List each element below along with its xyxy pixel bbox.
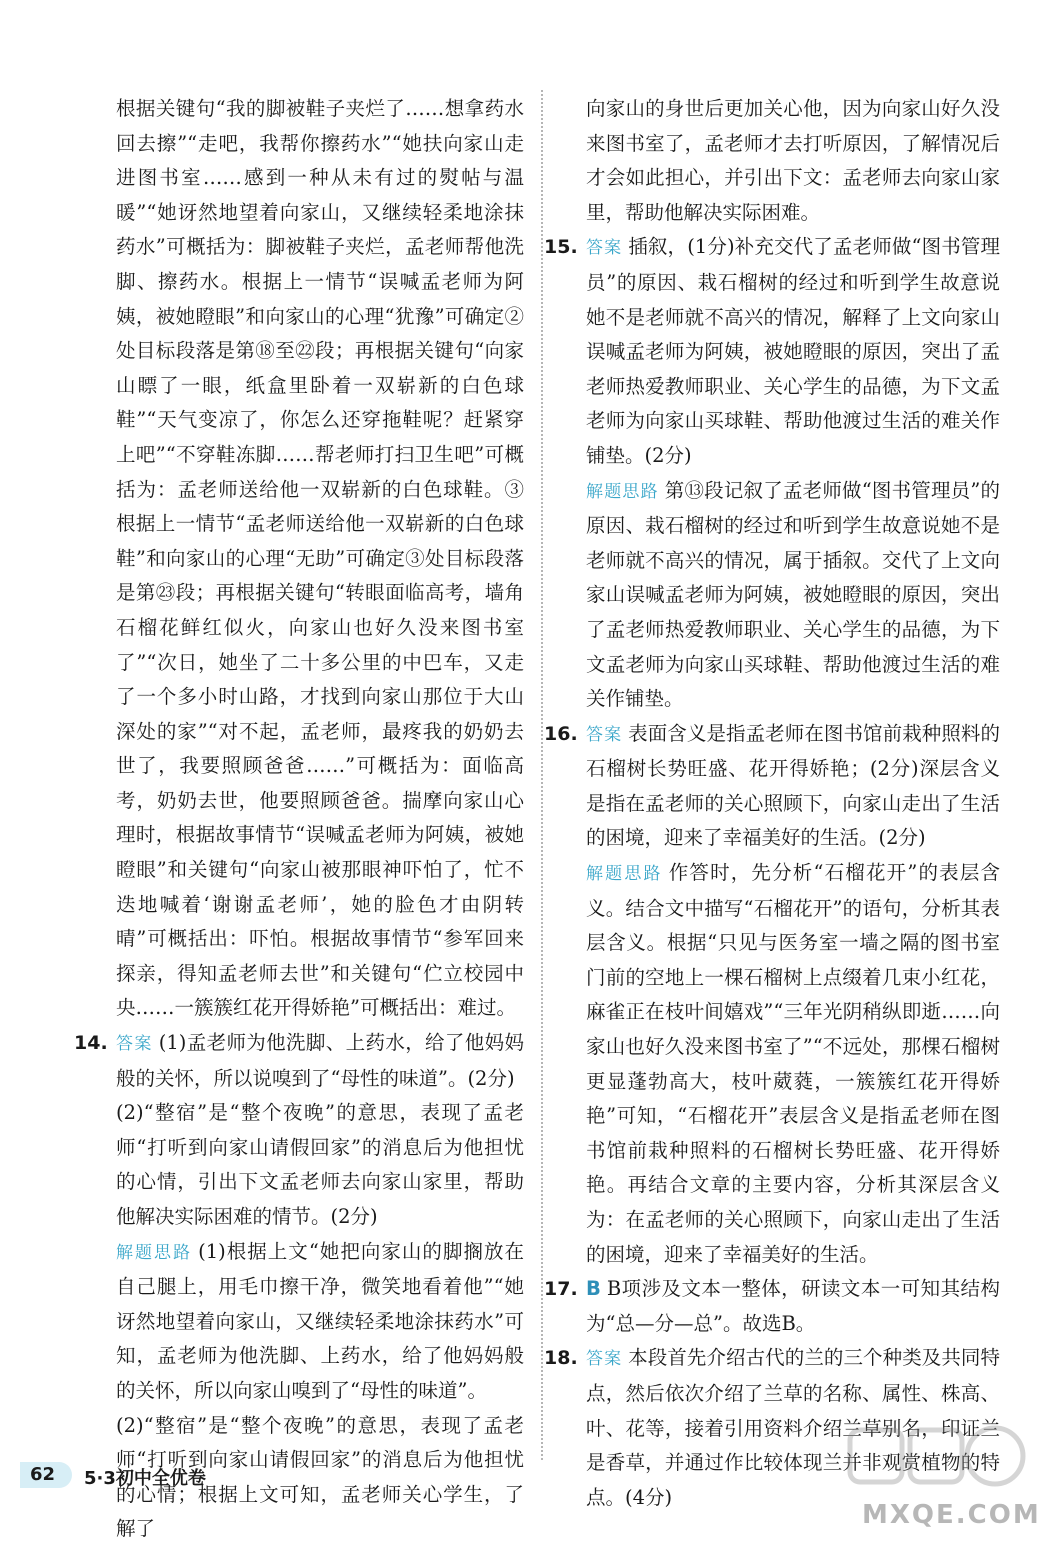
answer-tag: 答案 [586, 238, 623, 259]
left-column [74, 92, 525, 1547]
answer-text-2: (2)“整宿”是“整个夜晚”的意思，表现了孟老师“打听到向家山请假回家”的消息后为他担忧的心情，引出下文孟老师去向家山家里，帮助他解决实际困难的情节。(2分) [116, 1101, 524, 1228]
question-number: 16. [544, 722, 578, 745]
thinking-tag: 解题思路 [586, 864, 663, 885]
answer-text: B项涉及文本一整体，研读文本一可知其结构为“总—分—总”。故选B。 [586, 1277, 1000, 1335]
question-17 [544, 1272, 1000, 1341]
answer-text: 表面含义是指孟老师在图书馆前栽种照料的石榴树长势旺盛、花开得娇艳；(2分)深层含义是指在孟老师的关心照顾下，向家山走出了生活的困境，迎来了幸福美好的生活。(2分) [586, 721, 1000, 850]
right-column [544, 92, 1001, 1515]
thinking-text-2: (2)“整宿”是“整个夜晚”的意思，表现了孟老师“打听到向家山请假回家”的消息后为他担忧的心情；根据上文可知，孟老师关心学生，了解了 [116, 1413, 524, 1541]
column-divider [541, 90, 543, 1460]
question-number: 17. [544, 1278, 578, 1301]
continued-thinking: 向家山的身世后更加关心他，因为向家山好久没来图书室了，孟老师才去打听原因，了解情况后才会如此担心，并引出下文：孟老师去向家山家里，帮助他解决实际困难。 [586, 97, 1000, 224]
thinking-text-1: (1)根据上文“她把向家山的脚搁放在自己腿上，用毛巾擦干净，微笑地看着他”“她讶然地望着向家山，又继续轻柔地涂抹药水”可知，孟老师为他洗脚、上药水，给了他妈妈般的关怀，所以向家山嗅到了“母性的味道”。 [116, 1239, 525, 1402]
thinking-text: 第⑬段记叙了孟老师做“图书管理员”的原因、栽石榴树的经过和听到学生故意说她不是老师就不高兴的情况，属于插叙。交代了上文向家山误喊孟老师为阿姨，被她瞪眼的原因，突出了孟老师热爱教师职业、关心学生的品德，为下文孟老师为向家山买球鞋、帮助他渡过生活的难关作铺垫。 [586, 478, 1000, 711]
question-16 [544, 717, 1000, 1273]
question-number: 14. [74, 1032, 108, 1055]
answer-tag: 答案 [586, 724, 623, 745]
question-number: 18. [544, 1347, 578, 1370]
thinking-text: 作答时，先分析“石榴花开”的表层含义。结合文中描写“石榴花开”的语句，分析其表层含义。根据“只见与医务室一墙之隔的图书室门前的空地上一棵石榴树上点缀着几束小红花，麻雀正在枝叶间嬉戏”“三年光阴稍纵即逝……向家山也好久没来图书室了”“不远处，那棵石榴树更显蓬勃高大，枝叶葳蕤，一簇簇红花开得娇艳”可知，“石榴花开”表层含义是指孟老师在图书馆前栽种照料的石榴树长势旺盛、花开得娇艳。再结合文章的主要内容，分析其深层含义为：在孟老师的关心照顾下，向家山走出了生活的困境，迎来了幸福美好的生活。 [586, 861, 1000, 1266]
thinking-tag: 解题思路 [116, 1242, 193, 1263]
question-15 [544, 230, 1001, 716]
answer-tag: 答案 [586, 1349, 623, 1370]
continued-analysis: 根据关键句“我的脚被鞋子夹烂了……想拿药水回去擦”“走吧，我帮你擦药水”“她扶向家山走进图书室……感到一种从未有过的熨帖与温暖”“她讶然地望着向家山，又继续轻柔地涂抹药水”可概括为：脚被鞋子夹烂，孟老师帮他洗脚、擦药水。根据上一情节“误喊孟老师为阿姨，被她瞪眼”和向家山的心理“犹豫”可确定②处目标段落是第⑱至㉒段；再根据关键句“向家山瞟了一眼，纸盒里卧着一双崭新的白色球鞋”“天气变凉了，你怎么还穿拖鞋呢？赶紧穿上吧”“不穿鞋冻脚……帮老师打扫卫生吧”可概括为：孟老师送给他一双崭新的白色球鞋。③根据上一情节“孟老师送给他一双崭新的白色球鞋”和向家山的心理“无助”可确定③处目标段落是第㉓段；再根据关键句“转眼面临高考，墙角石榴花鲜红似火，向家山也好久没来图书室了”“次日，她坐了二十多公里的中巴车，又走了一个多小时山路，才找到向家山那位于大山深处的家”“对不起，孟老师，最疼我的奶奶去世了，我要照顾爸爸……”可概括为：面临高考，奶奶去世，他要照顾爸爸。揣摩向家山心理时，根据故事情节“误喊孟老师为阿姨，被她瞪眼”和关键句“向家山被那眼神吓怕了，忙不迭地喊着‘谢谢孟老师’，她的脸色才由阴转晴”可概括出：吓怕。根据故事情节“参军回来探亲，得知孟老师去世”和关键句“伫立校园中央……一簇簇红花开得娇艳”可概括出：难过。 [116, 97, 524, 1020]
answer-tag: 答案 [116, 1034, 153, 1055]
question-number: 15. [544, 236, 578, 259]
answer-text-1: (1)孟老师为他洗脚、上药水，给了他妈妈般的关怀，所以说嗅到了“母性的味道”。(2分) [116, 1031, 525, 1090]
thinking-tag: 解题思路 [586, 481, 659, 502]
answer-choice: B [586, 1277, 601, 1301]
page-number: 62 [30, 1464, 56, 1485]
answer-text: 插叙，(1分)补充交代了孟老师做“图书管理员”的原因、栽石榴树的经过和听到学生故意说她不是老师就不高兴的情况，解释了上文向家山误喊孟老师为阿姨，被她瞪眼的原因，突出了孟老师热爱教师职业、关心学生的品德，为下文孟老师为向家山买球鞋、帮助他渡过生活的难关作铺垫。(2分) [586, 235, 1001, 467]
watermark-text: MXQE.COM [862, 1500, 1041, 1530]
answer-text: 本段首先介绍古代的兰的三个种类及共同特点，然后依次介绍了兰草的名称、属性、株高、叶、花等，接着引用资料介绍兰草别名，印证兰是香草，并通过作比较体现兰并非观赏植物的特点。(4分) [586, 1346, 1000, 1509]
book-title: 5·3初中全优卷 [84, 1468, 206, 1489]
